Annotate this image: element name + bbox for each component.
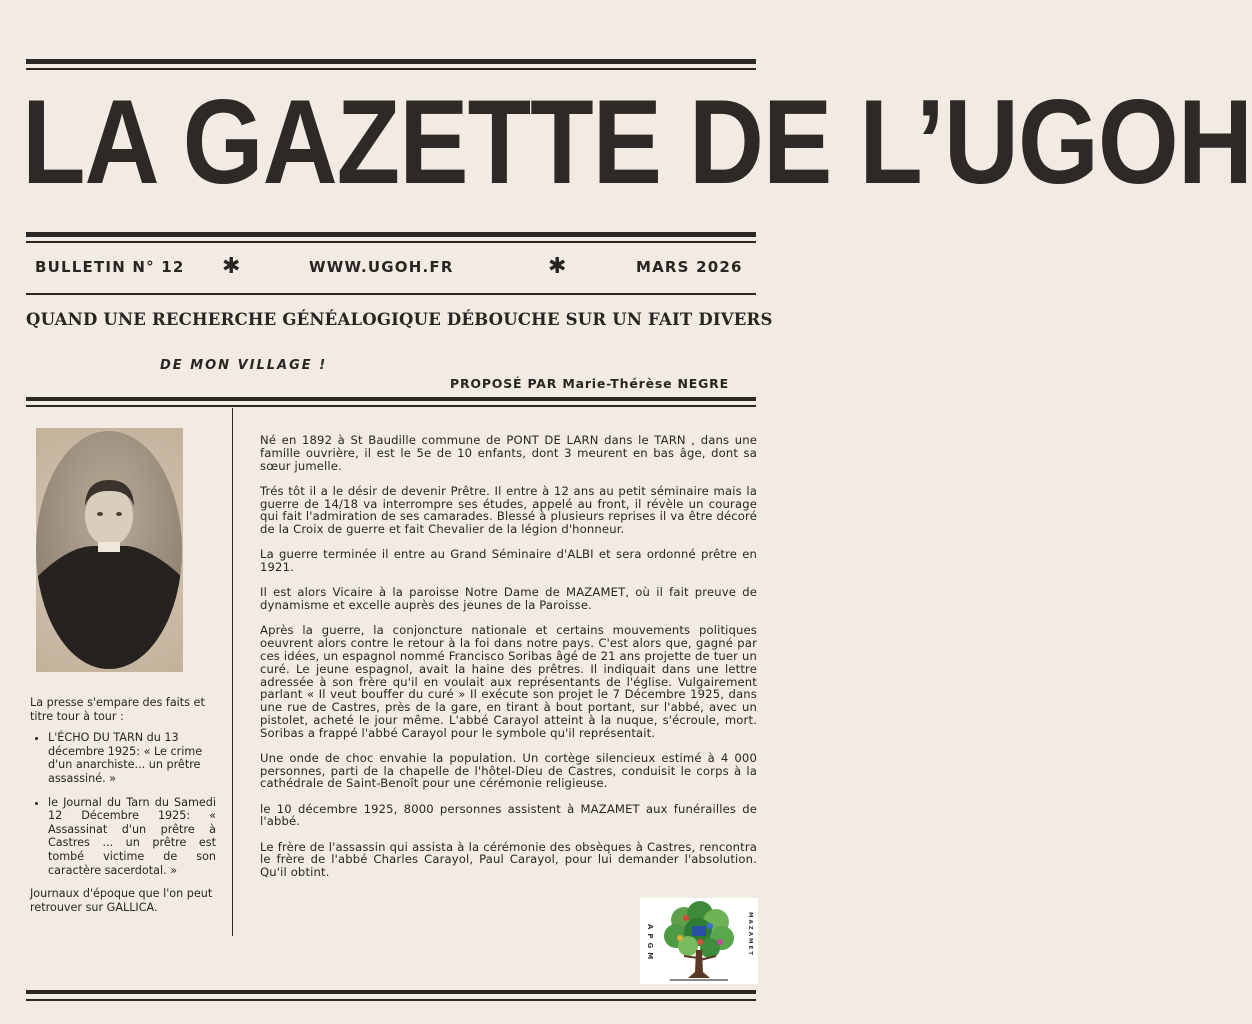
website-link[interactable]: WWW.UGOH.FR bbox=[309, 258, 454, 276]
column-divider bbox=[232, 408, 233, 936]
article-paragraph: Il est alors Vicaire à la paroisse Notre Dame de MAZAMET, où il fait preuve de dynamisme et excelle auprès des jeunes de la Paroisse. bbox=[260, 585, 757, 613]
sidebar-outro: Journaux d'époque que l'on peut retrouver sur GALLICA. bbox=[30, 887, 213, 914]
article-paragraph: Né en 1892 à St Baudille commune de PONT DE LARN dans le TARN , dans une famille ouvrière, il est le 5e de 10 enfants, dont 3 meurent en bas âge, dont sa sœur jumelle. bbox=[260, 433, 757, 473]
sidebar-press-notes bbox=[30, 696, 216, 922]
content-top-rule-thin bbox=[26, 405, 756, 407]
list-item: • le Journal du Tarn du Samedi 12 Décembre 1925: « Assassinat d'un prêtre à Castres ... un prêtre est tombé victime de son caractère sacerdotal. » bbox=[48, 796, 216, 878]
footer-rule-thick bbox=[26, 990, 756, 994]
meta-top-rule-thick bbox=[26, 232, 756, 237]
article-author: PROPOSÉ PAR Marie-Thérèse NEGRE bbox=[450, 376, 729, 391]
masthead-title: LA GAZETTE DE L’UGOH bbox=[22, 75, 1252, 210]
article-paragraph: Une onde de choc envahie la population. Un cortège silencieux estimé à 4 000 personnes, parti de la chapelle de l'hôtel-Dieu de Castres, conduisit le corps à la cathédrale de Saint-Benoît pour une cérémonie religieuse. bbox=[260, 750, 757, 791]
article-paragraph: Après la guerre, la conjoncture nationale et certains mouvements politiques oeuvrent alors contre le retour à la foi dans notre pays. C'est alors que, gagné par ces idées, un espagnol nommé Francisco Soribas âgé de 21 ans projette de tuer un curé. Le jeune espagnol, avait la haine des prêtres. Il indiquait dans une lettre adressée à son frère qu'il en voulait aux représentants de l'église. Vulgairement parlant « Il veut bouffer du curé » Il exécute son projet le 7 Décembre 1925, dans une rue de Castres, près de la gare, en tirant à bout portant, sur l'abbé, avec un pistolet, acheté le jour même. L'abbé Carayol atteint à la nuque, s'écroule, mort. Soribas a frappé l'abbé Carayol pour le symbole qu'il représentait. bbox=[260, 623, 757, 740]
apgm-logo bbox=[640, 898, 758, 984]
content-top-rule-thick bbox=[26, 397, 756, 401]
article-paragraph: Le frère de l'assassin qui assista à la cérémonie des obsèques à Castres, rencontra le frère de l'abbé Charles Carayol, Paul Carayol, pour lui demander l'absolution. Qu'il obtint. bbox=[260, 839, 757, 880]
sidebar-intro: La presse s'empare des faits et titre tour à tour : bbox=[30, 696, 205, 723]
asterisk-icon: ✱ bbox=[222, 254, 241, 279]
list-item: • L'ÉCHO DU TARN du 13 décembre 1925: « Le crime d'un anarchiste... un prêtre assassiné. » bbox=[48, 731, 216, 785]
meta-bottom-rule bbox=[26, 293, 756, 295]
article-paragraph: La guerre terminée il entre au Grand Séminaire d'ALBI et sera ordonné prêtre en 1921. bbox=[260, 547, 757, 575]
article-paragraph: le 10 décembre 1925, 8000 personnes assistent à MAZAMET aux funérailles de l'abbé. bbox=[260, 801, 757, 829]
article-body bbox=[260, 434, 757, 891]
meta-top-rule-thin bbox=[26, 241, 756, 243]
article-headline: QUAND UNE RECHERCHE GÉNÉALOGIQUE DÉBOUCHE SUR UN FAIT DIVERS bbox=[26, 310, 773, 329]
bulletin-number: BULLETIN N° 12 bbox=[35, 258, 185, 276]
portrait-photo bbox=[36, 428, 183, 672]
article-subhead: DE MON VILLAGE ! bbox=[160, 358, 328, 373]
issue-date: MARS 2026 bbox=[636, 258, 743, 276]
article-paragraph: Trés tôt il a le désir de devenir Prêtre. Il entre à 12 ans au petit séminaire mais la guerre de 14/18 va interrompre ses études, appelé au front, il révèle un courage qui fait l'admiration de ses camarades. Blessé à plusieurs reprises il va être décoré de la Croix de guerre et fait Chevalier de la légion d'honneur. bbox=[260, 483, 757, 537]
footer-rule-thin bbox=[26, 999, 756, 1001]
logo-right-letters: MAZAMET bbox=[747, 912, 753, 957]
logo-left-letters: APGM bbox=[646, 924, 654, 964]
press-list bbox=[30, 731, 216, 877]
asterisk-icon: ✱ bbox=[548, 254, 567, 279]
